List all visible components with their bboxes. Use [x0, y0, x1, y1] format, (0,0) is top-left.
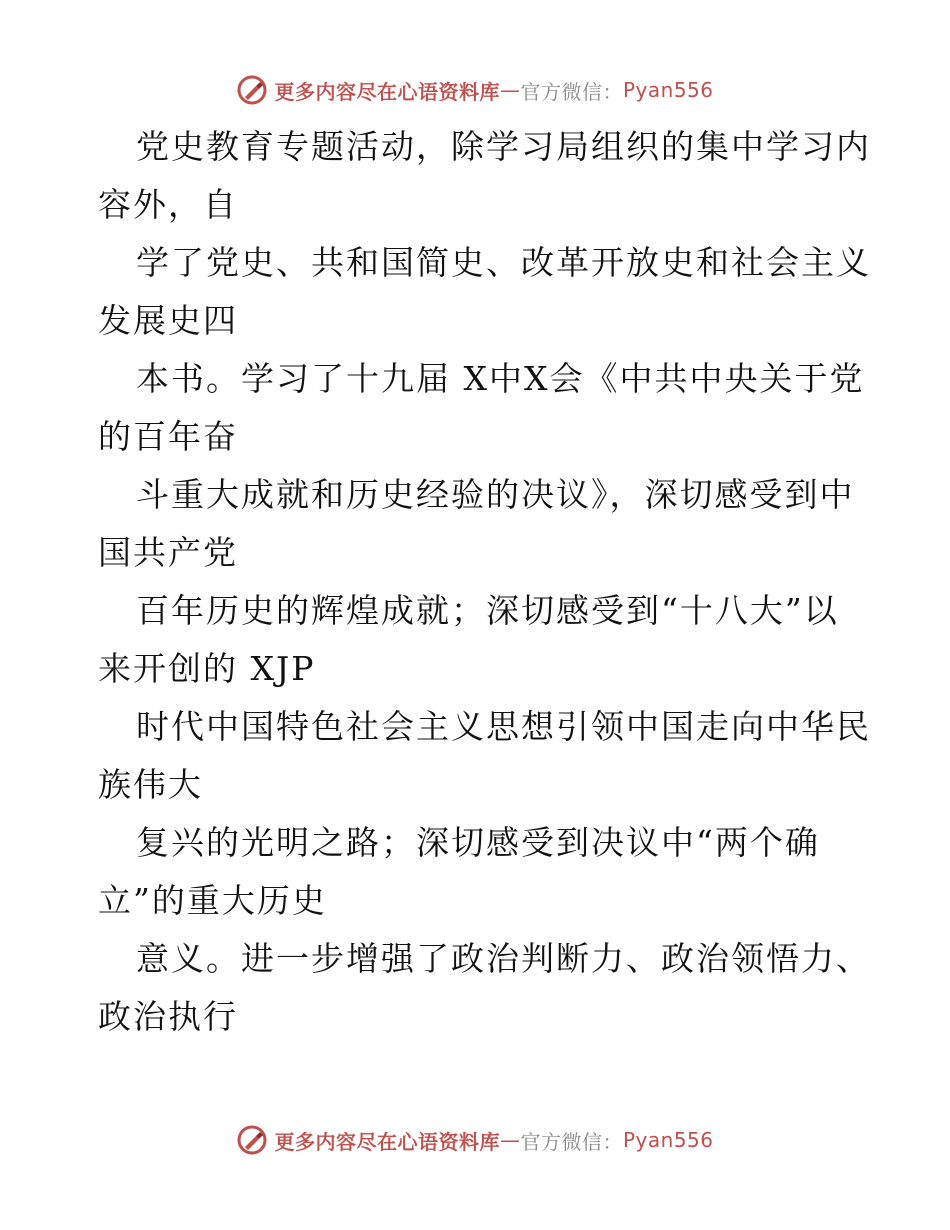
watermark-wechat-id: Pyan556 — [622, 78, 714, 102]
paragraph-line: 学了党史、共和国简史、改革开放史和社会主义 — [136, 243, 871, 282]
watermark-site-name: 更多内容尽在心语资料库 — [274, 1129, 500, 1154]
document-body — [98, 118, 871, 1046]
paragraph-line: 党史教育专题活动，除学习局组织的集中学习内 — [136, 127, 871, 166]
paragraph-line: 本书。学习了十九届 X中X会《中共中央关于党 — [136, 359, 865, 398]
watermark-site-name: 更多内容尽在心语资料库 — [274, 79, 500, 104]
watermark-wechat-id: Pyan556 — [622, 1128, 714, 1152]
paragraph — [98, 698, 871, 814]
watermark-dash: — — [499, 78, 521, 102]
watermark-footer — [0, 1120, 950, 1160]
paragraph-line-continued: 来开创的 XJP — [98, 649, 316, 688]
paragraph-line-continued: 容外，自 — [98, 185, 238, 224]
paragraph-line: 百年历史的辉煌成就；深切感受到“十八大”以 — [136, 591, 839, 630]
paragraph — [98, 118, 871, 234]
watermark-wechat-label: 官方微信： — [520, 1129, 623, 1154]
paragraph-line: 复兴的光明之路；深切感受到决议中“两个确 — [136, 823, 820, 862]
paragraph-line-continued: 政治执行 — [98, 997, 238, 1036]
watermark-wechat-label: 官方微信： — [520, 79, 623, 104]
paragraph-line: 斗重大成就和历史经验的决议》，深切感受到中 — [136, 475, 855, 514]
paragraph-line-continued: 发展史四 — [98, 301, 238, 340]
paragraph-line-continued: 的百年奋 — [98, 417, 238, 456]
paragraph — [98, 350, 865, 466]
paragraph — [98, 930, 871, 1046]
paragraph-line-continued: 族伟大 — [98, 765, 203, 804]
paragraph — [98, 582, 858, 698]
paragraph-line: 意义。进一步增强了政治判断力、政治领悟力、 — [136, 939, 871, 978]
pen-logo-icon — [236, 74, 268, 106]
pen-logo-icon — [236, 1124, 268, 1156]
paragraph-line: 时代中国特色社会主义思想引领中国走向中华民 — [136, 707, 871, 746]
paragraph — [98, 466, 858, 582]
watermark-dash: — — [499, 1128, 521, 1152]
paragraph-line-continued: 立”的重大历史 — [98, 881, 327, 920]
paragraph-line-continued: 国共产党 — [98, 533, 238, 572]
watermark-header — [0, 70, 950, 110]
paragraph — [98, 234, 871, 350]
paragraph — [98, 814, 858, 930]
